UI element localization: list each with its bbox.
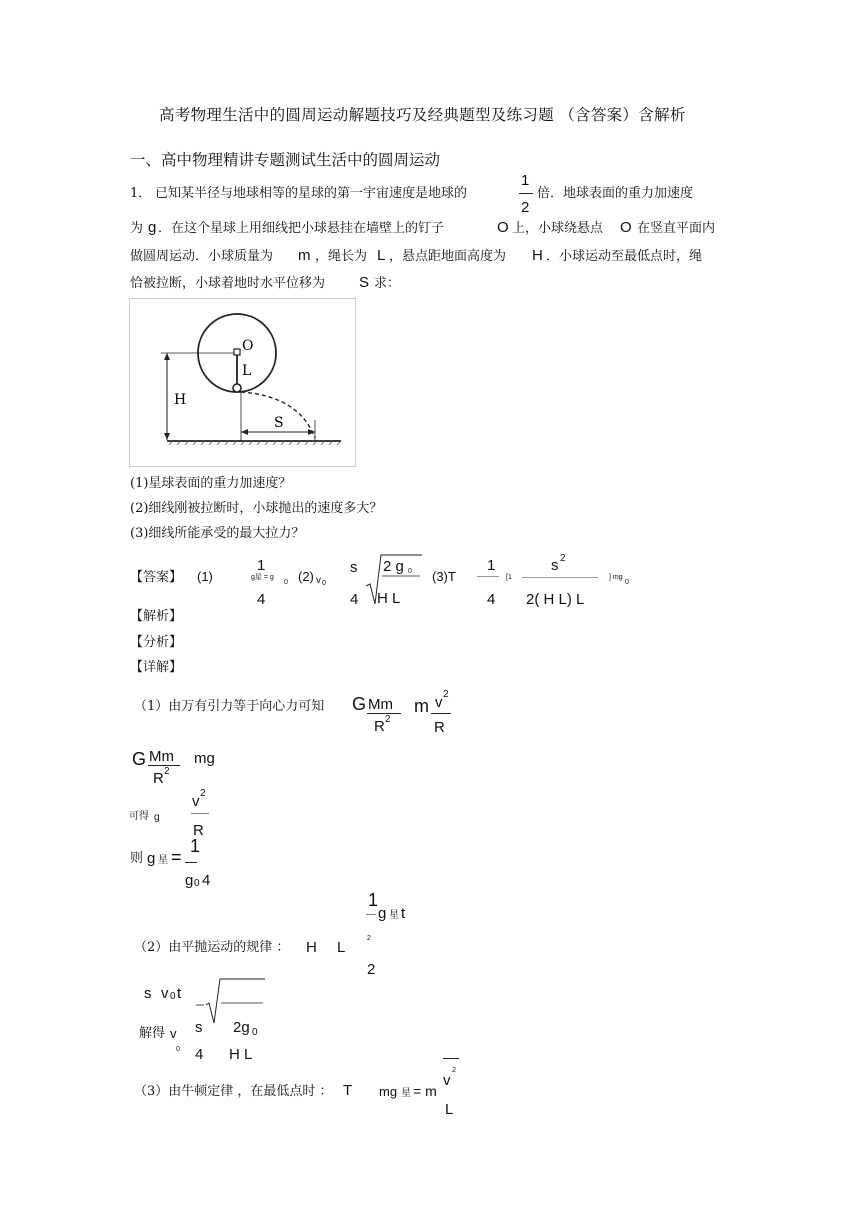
problem-line1b: 倍．地球表面的重力加速度 [537, 186, 694, 201]
s2-one: 1 [368, 890, 379, 910]
fig-label-H: H [174, 392, 187, 408]
ze-text: 则 [130, 851, 144, 866]
s2-g: g [378, 905, 387, 922]
eq3-v-sup: 2 [200, 788, 206, 799]
s2b-s: s [144, 985, 152, 1002]
answer1-sub: 0 [284, 579, 288, 586]
s2-L: L [337, 939, 346, 956]
answer3-sup: 2 [560, 553, 566, 564]
answer3-bracket: [1 [506, 574, 512, 581]
detail-label: 【详解】 [130, 660, 183, 675]
section-heading: 一、高中物理精讲专题测试生活中的圆周运动 [130, 151, 441, 169]
eq4-g-sub: 星 [158, 855, 168, 866]
frac-denominator: 2 [521, 199, 530, 216]
frac-numerator: 1 [521, 172, 530, 189]
solution3-text: （3）由牛顿定律 ，在最低点时 ： [134, 1084, 333, 1099]
answer-part2: (2) [298, 569, 314, 584]
answer3-num: 1 [487, 557, 496, 574]
answer-label: 【答案】 [130, 570, 183, 585]
problem-line2b: ．在这个星球上用细线把小球悬挂在墙壁上的钉子 [158, 221, 445, 236]
eq-m: m [414, 696, 429, 716]
eq2-R2: R [153, 770, 164, 787]
s3-sup: 2 [452, 1067, 456, 1074]
eq2-R2-sup: 2 [164, 766, 170, 777]
s3-mg: mg [379, 1084, 398, 1099]
answer2-4: 4 [350, 591, 359, 608]
answer-part1: (1) [197, 569, 213, 584]
fraction-bar [185, 862, 197, 863]
fraction-bar [519, 193, 533, 194]
eq-R: R [434, 719, 445, 736]
sol-v0: v [170, 1026, 177, 1041]
eq4-g0: g [185, 872, 194, 889]
var-m: m [298, 247, 311, 264]
answer2-rad-sub: 0 [408, 568, 412, 575]
question-1: (1)星球表面的重力加速度？ [130, 476, 292, 491]
answer3-end-sub: 0 [625, 579, 629, 586]
eq4-g: g [147, 850, 156, 867]
eq2-Mm: Mm [149, 748, 174, 765]
s2-t: t [401, 905, 406, 922]
fig-label-S: S [274, 415, 284, 431]
var-L: L [377, 247, 386, 264]
var-O1: O [497, 219, 509, 236]
fraction-bar [191, 813, 209, 814]
sol-2g-sub: 0 [252, 1027, 258, 1038]
analysis-label: 【解析】 [130, 609, 183, 624]
problem-line2a: 为 [130, 221, 144, 236]
eq-Mm: Mm [368, 696, 393, 713]
fraction-bar [522, 577, 598, 578]
problem-line2d: 在竖直平面内 [637, 221, 716, 236]
var-O2: O [620, 219, 632, 236]
eq4-four: 4 [202, 872, 211, 889]
sol-HL: H L [229, 1046, 253, 1063]
eq3-g: g [154, 812, 160, 823]
solution2-text: （2）由平抛运动的规律 ： [134, 940, 290, 955]
kede-text: 可得 [129, 811, 149, 822]
sol-s: s [195, 1019, 203, 1036]
var-H: H [532, 247, 543, 264]
s3-T: T [343, 1082, 353, 1099]
question-2: (2)细线刚被拉断时，小球抛出的速度多大？ [130, 501, 383, 516]
answer2-s: s [350, 559, 358, 576]
eq4-eq: = [171, 847, 182, 867]
fraction-bar [367, 713, 401, 714]
fig-label-L: L [242, 363, 252, 379]
answer1-num: 1 [257, 557, 266, 574]
eq2-G: G [132, 749, 147, 769]
answer2-rad-den: H L [377, 590, 401, 607]
answer3-den: 4 [487, 591, 496, 608]
problem-number: 1． [130, 186, 152, 201]
eq3-R: R [193, 822, 204, 839]
answer3-end: ] mg [609, 574, 623, 581]
fraction-bar [443, 1058, 459, 1059]
problem-line3a: 做圆周运动．小球质量为 [130, 249, 274, 264]
eq-v-sup: 2 [443, 689, 449, 700]
answer-part3: (3)T [432, 569, 456, 584]
answer2-rad-num: 2 g [383, 558, 404, 575]
question-3: (3)细线所能承受的最大拉力？ [130, 526, 305, 541]
sol-v0-sub: 0 [176, 1046, 180, 1053]
eq-v: v [435, 694, 443, 711]
s3-v: v [443, 1072, 451, 1089]
problem-line4a: 恰被拉断，小球着地时水平位移为 [130, 276, 326, 291]
fraction-bar [477, 576, 499, 577]
s2b-v-sub: 0 [170, 991, 176, 1002]
eq4-one: 1 [190, 836, 201, 856]
pendulum-figure [129, 298, 357, 468]
s2-g-sub: 星 [389, 910, 399, 921]
fraction-bar [431, 713, 451, 714]
sol-4: 4 [195, 1046, 204, 1063]
s2-den: 2 [367, 961, 376, 978]
s2b-t: t [177, 985, 182, 1002]
s2-H: H [306, 939, 317, 956]
s2-sup: 2 [367, 935, 371, 942]
jiede-text: 解得 [139, 1026, 166, 1041]
s3-eq: = m [413, 1083, 437, 1099]
eq3-v: v [192, 793, 200, 810]
s3-sub: 星 [401, 1088, 411, 1099]
var-g: g [148, 219, 157, 236]
eq2-mg: mg [194, 750, 215, 767]
eq4-g0-sub: 0 [194, 878, 200, 889]
answer3-den2: 2( H L) L [526, 591, 585, 608]
answer1-small: g星 = g [251, 574, 274, 581]
s3-L: L [445, 1101, 454, 1118]
fig-label-O: O [242, 338, 254, 354]
problem-line3c: ，悬点距地面高度为 [389, 249, 507, 264]
sol-2g: 2g [233, 1019, 250, 1036]
sqrt-icon [193, 975, 267, 1027]
problem-line2c: 上，小球绕悬点 [512, 221, 604, 236]
var-S: S [359, 274, 370, 291]
answer1-den: 4 [257, 591, 266, 608]
answer2-sub: 0 [322, 580, 326, 587]
eq-R2: R [374, 718, 385, 735]
eq-G: G [352, 694, 367, 714]
breakdown-label: 【分析】 [130, 635, 183, 650]
solution1-text: （1）由万有引力等于向心力可知 [134, 699, 325, 714]
problem-line3d: ．小球运动至最低点时，绳 [546, 249, 703, 264]
answer2-v: v [316, 575, 321, 586]
page-title: 高考物理生活中的圆周运动解题技巧及经典题型及练习题 （含答案）含解析 [159, 106, 686, 124]
eq-R2-sup: 2 [385, 714, 391, 725]
problem-line3b: ，绳长为 [315, 249, 368, 264]
problem-line4b: 求： [374, 276, 401, 291]
answer3-s: s [551, 557, 559, 574]
fraction-bar [366, 914, 376, 915]
s2b-v: v [161, 985, 169, 1002]
problem-line1a: 已知某半径与地球相等的星球的第一宇宙速度是地球的 [155, 186, 468, 201]
